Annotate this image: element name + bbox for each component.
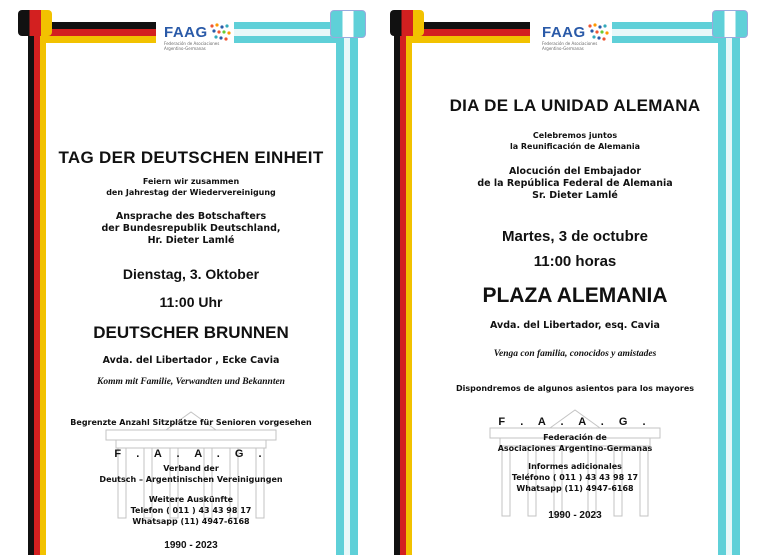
- flag-roll-left: [390, 10, 424, 36]
- event-time: 11:00 Uhr: [159, 294, 223, 310]
- seats-note: Dispondremos de algunos asientos para los mayores: [455, 384, 695, 393]
- logo-subtitle: Federación de Asociaciones Argentino-Germanas: [542, 41, 598, 51]
- faag-logo-dots-icon: [586, 22, 612, 46]
- flag-top-black: [46, 22, 156, 29]
- flag-top-red: [46, 29, 156, 36]
- poster-title: TAG DER DEUTSCHEN EINHEIT: [58, 148, 324, 167]
- flag-roll-right: [712, 10, 748, 38]
- flag-stripe-gold: [406, 24, 412, 555]
- event-date: Dienstag, 3. Oktober: [122, 266, 260, 282]
- flag-top-black: [412, 22, 530, 29]
- faag-logo: [542, 24, 602, 51]
- speech-line-3: Sr. Dieter Lamlé: [532, 190, 618, 201]
- speech-line-2: der Bundesrepublik Deutschland,: [101, 223, 281, 234]
- flag-roll-left: [18, 10, 52, 36]
- event-address: Avda. del Libertador, esq. Cavia: [490, 320, 660, 331]
- event-date: Martes, 3 de octubre: [502, 228, 648, 245]
- flag-top-gold: [412, 36, 530, 43]
- event-venue: DEUTSCHER BRUNNEN: [93, 323, 289, 342]
- anniversary-years: 1990 - 2023: [164, 540, 218, 551]
- info-heading: Weitere Auskünfte: [148, 495, 234, 504]
- flag-top-white: [234, 29, 336, 36]
- intro-line-1: Feiern wir zusammen: [142, 177, 240, 186]
- flag-stripe-sky-1: [336, 30, 344, 555]
- anniversary-years: 1990 - 2023: [548, 510, 602, 521]
- speech-line-1: Ansprache des Botschafters: [115, 211, 267, 222]
- org-acronym: F . A . A . G .: [498, 416, 652, 428]
- intro-line-2: den Jahrestag der Wiedervereinigung: [106, 188, 276, 197]
- info-heading: Informes adicionales: [528, 462, 622, 471]
- invite-line: Komm mit Familie, Verwandten und Bekannten: [97, 377, 285, 387]
- phone-number: Telefon ( 011 ) 43 43 98 17: [130, 506, 252, 515]
- flag-top-sky-1: [612, 22, 718, 29]
- logo-text: FAAG: [542, 24, 586, 41]
- speech-line-1: Alocución del Embajador: [508, 166, 642, 177]
- speech-line-2: de la República Federal de Alemania: [477, 178, 673, 189]
- event-time: 11:00 horas: [533, 253, 617, 270]
- faag-logo-dots-icon: [208, 22, 234, 46]
- event-address: Avda. del Libertador , Ecke Cavia: [102, 355, 280, 366]
- invite-line: Venga con familia, conocidos y amistades: [493, 349, 657, 359]
- whatsapp-number: Whatsapp (11) 4947-6168: [516, 484, 634, 493]
- flag-top-sky-2: [612, 36, 718, 43]
- logo-text: FAAG: [164, 24, 208, 41]
- faag-logo: [164, 24, 224, 51]
- org-line-2: Asociaciones Argentino-Germanas: [497, 444, 653, 453]
- phone-number: Teléfono ( 011 ) 43 43 98 17: [511, 473, 639, 482]
- seats-note: Begrenzte Anzahl Sitzplätze für Senioren vorgesehen: [70, 418, 312, 427]
- flag-stripe-sky-2: [732, 30, 740, 555]
- org-line-1: Federación de: [543, 433, 607, 442]
- flag-roll-right: [330, 10, 366, 38]
- flag-top-white: [612, 29, 718, 36]
- poster-german: [6, 0, 376, 555]
- flag-top-sky-1: [234, 22, 336, 29]
- flag-stripe-sky-2: [350, 30, 358, 555]
- org-line-1: Verband der: [163, 464, 219, 473]
- org-acronym: F . A . A . G .: [114, 448, 268, 460]
- logo-subtitle: Federación de Asociaciones Argentino-Germanas: [164, 41, 220, 51]
- flag-top-gold: [46, 36, 156, 43]
- intro-line-2: la Reunificación de Alemania: [509, 142, 641, 151]
- whatsapp-number: Whatsapp (11) 4947-6168: [132, 517, 250, 526]
- flag-top-sky-2: [234, 36, 336, 43]
- event-venue: PLAZA ALEMANIA: [482, 284, 668, 307]
- poster-spanish: [390, 0, 760, 555]
- speech-line-3: Hr. Dieter Lamlé: [147, 235, 235, 246]
- flag-top-red: [412, 29, 530, 36]
- org-line-2: Deutsch – Argentinischen Vereinigungen: [99, 475, 283, 484]
- intro-line-1: Celebremos juntos: [532, 131, 618, 140]
- poster-title: DIA DE LA UNIDAD ALEMANA: [449, 96, 701, 115]
